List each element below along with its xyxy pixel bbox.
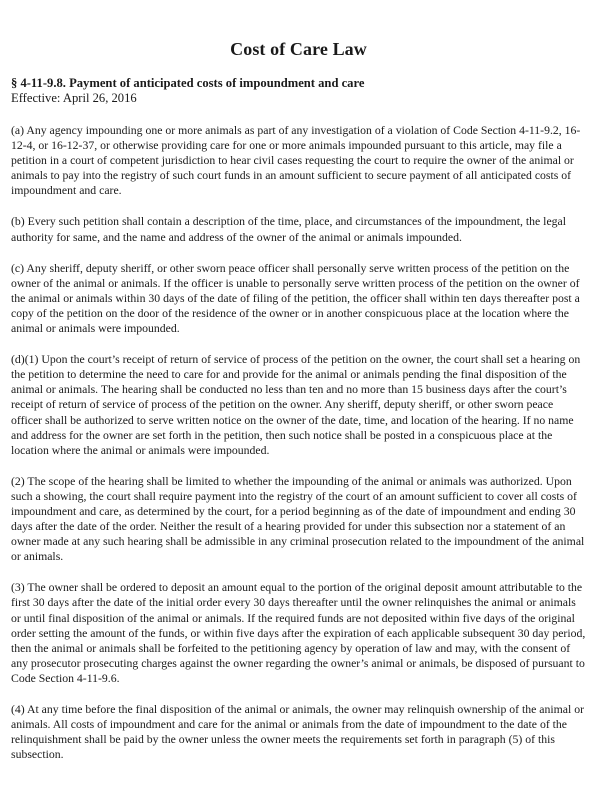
paragraph-d1: (d)(1) Upon the court’s receipt of return of service of process of the petition on the owner, the court shall set a hearing on the petition to determine the need to care for and provide for the animal or animals pending the final disposition of the animal or animals. The hearing shall be conducted no less than ten and no more than 15 business days after the court’s receipt of return of service of process of the petition on the owner. Any sheriff, deputy sheriff, or other sworn peace officer shall be authorized to serve written notice on the owner of the date, time, and location of the hearing. If no name and address for the owner are set forth in the petition, then such notice shall be posted in a conspicuous place at the location where the animal or animals were impounded. bbox=[11, 353, 581, 457]
paragraph-a: (a) Any agency impounding one or more animals as part of any investigation of a violation of Code Section 4-11-9.2, 16-12-4, or 16-12-37, or otherwise providing care for one or more animals impounded pursuant to this article, may file a petition in a court of competent jurisdiction to hear civil cases requesting the court to require the owner of the animal or animals to pay into the registry of such court funds in an amount sufficient to secure payment of all anticipated costs of impoundment and care. bbox=[11, 124, 581, 198]
paragraph-d4: (4) At any time before the final disposition of the animal or animals, the owner may relinquish ownership of the animal or animals. All costs of impoundment and care for the animal or animals from the date of impoundment to the date of the relinquishment shall be paid by the owner unless the owner meets the requirements set forth in paragraph (5) of this subsection. bbox=[11, 703, 584, 762]
effective-date: Effective: April 26, 2016 bbox=[11, 91, 137, 105]
paragraph-c: (c) Any sheriff, deputy sheriff, or other sworn peace officer shall personally serve written process of the petition on the owner of the animal or animals. If the officer is unable to personally serve written process of the petition on the owner of the animal or animals within 30 days of the date of filing of the petition, the officer shall within ten days thereafter post a copy of the petition on the door of the residence of the owner or in another conspicuous place at the location where the animal or animals were impounded. bbox=[11, 261, 580, 336]
document-title: Cost of Care Law bbox=[230, 39, 367, 59]
section-heading: § 4-11-9.8. Payment of anticipated costs of impoundment and care bbox=[11, 76, 365, 90]
paragraph-d2: (2) The scope of the hearing shall be limited to whether the impounding of the animal or animals was authorized. Upon such a showing, the court shall require payment into the registry of the court of an amount sufficient to cover all costs of impoundment and care, as determined by the court, for a period beginning as of the date of impoundment and ending 30 days after the date of the order. Neither the result of a hearing provided for under this subsection nor a statement of an owner made at any such hearing shall be admissible in any criminal prosecution related to the impoundment of the animal or animals. bbox=[11, 474, 585, 564]
paragraph-b: (b) Every such petition shall contain a description of the time, place, and circumstances of the impoundment, the legal authority for same, and the name and address of the owner of the animal or animals impounded. bbox=[11, 215, 567, 244]
paragraph-d3: (3) The owner shall be ordered to deposit an amount equal to the portion of the original deposit amount attributable to the first 30 days after the date of the initial order every 30 days thereafter until the owner relinquishes the animal or animals or until final disposition of the animal or animals. If the required funds are not deposited within five days of the original order setting the amount of the funds, or within five days after the expiration of each applicable subsequent 30 day period, then the animal or animals shall be forfeited to the petitioning agency by operation of law and may, with the consent of any prosecutor prosecuting charges against the owner regarding the owner’s animal or animals, be disposed of pursuant to Code Section 4-11-9.6. bbox=[11, 581, 586, 685]
